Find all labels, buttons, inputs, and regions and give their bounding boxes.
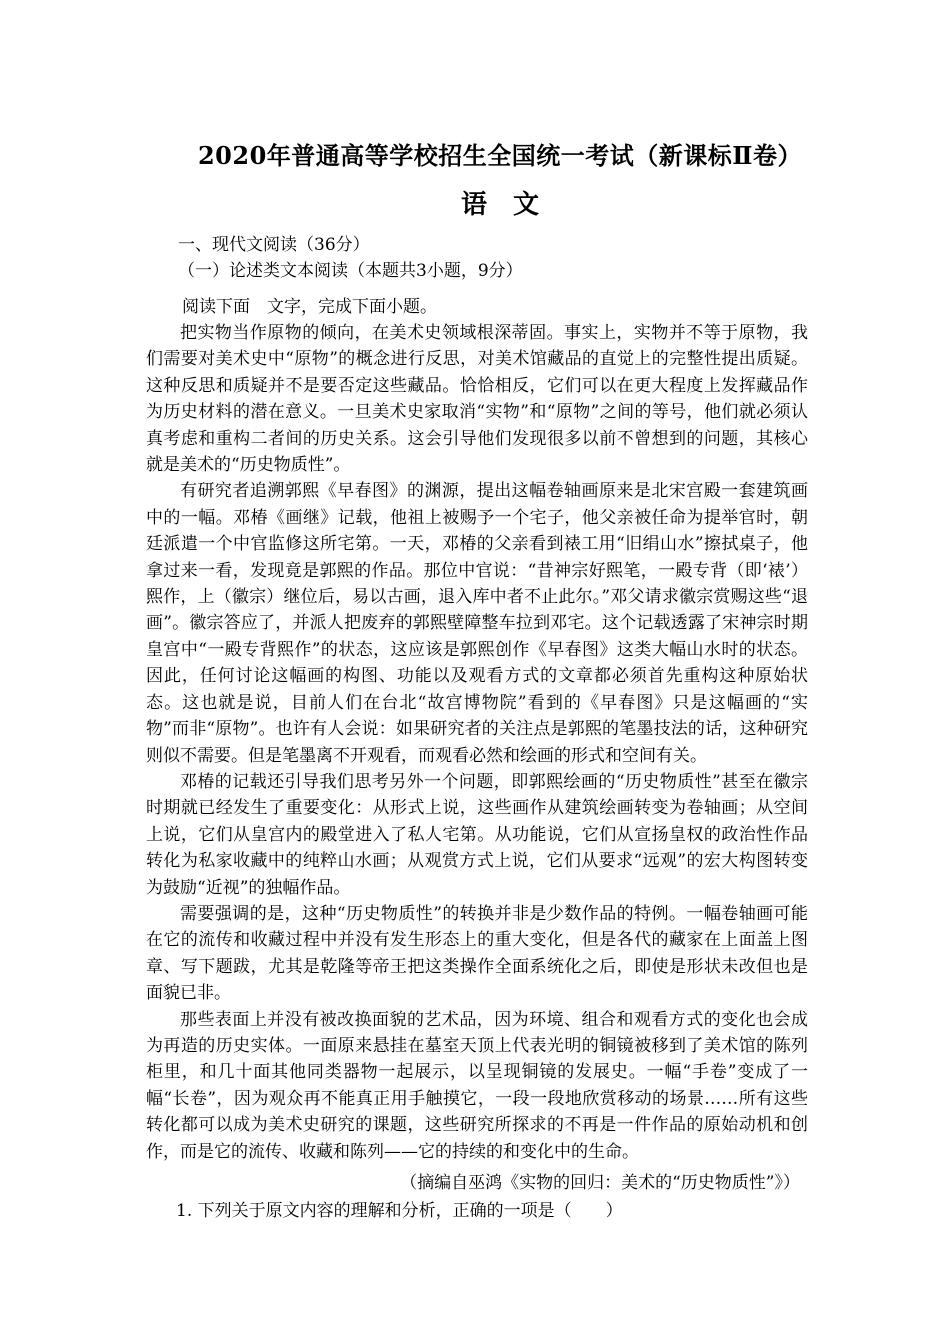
article-body bbox=[146, 320, 808, 1165]
article-paragraph-5: 那些表面上并没有被改换面貌的艺术品，因为环境、组合和观看方式的变化也会成为再造的历史实体。一面原来悬挂在墓室天顶上代表光明的铜镜被移到了美术馆的陈列柜里，和几十面其他同类器物一起展示，以呈现铜镜的发展史。一幅“手卷”变成了一幅“长卷”，因为观众再不能真正用手触摸它，一段一段地欣赏移动的场景……所有这些转化都可以成为美术史研究的课题，这些研究所探求的不再是一件作品的原始动机和创作，而是它的流传、收藏和陈列——它的持续的和变化中的生命。 bbox=[146, 1009, 808, 1162]
article-paragraph-1: 把实物当作原物的倾向，在美术史领域根深蒂固。事实上，实物并不等于原物，我们需要对美术史中“原物”的概念进行反思，对美术馆藏品的直觉上的完整性提出质疑。这种反思和质疑并不是要否定这些藏品。恰恰相反，它们可以在更大程度上发挥藏品作为历史材料的潜在意义。一旦美术史家取消“实物”和“原物”之间的等号，他们就必须认真考虑和重构二者间的历史关系。这会引导他们发现很多以前不曾想到的问题，其核心就是美术的“历史物质性”。 bbox=[146, 323, 808, 476]
reading-instruction: 阅读下面 文字，完成下面小题。 bbox=[182, 297, 437, 317]
article-paragraph-3: 邓椿的记载还引导我们思考另外一个问题，即郭熙绘画的“历史物质性”甚至在徽宗时期就已经发生了重要变化：从形式上说，这些画作从建筑绘画转变为卷轴画；从空间上说，它们从皇宫内的殿堂进入了私人宅第。从功能说，它们从宣扬皇权的政治性作品转化为私家收藏中的纯粹山水画；从观赏方式上说，它们从要求“远观”的宏大构图转变为鼓励“近视”的独幅作品。 bbox=[146, 771, 808, 898]
article-paragraph-2: 有研究者追溯郭熙《早春图》的渊源，提出这幅卷轴画原来是北宋宫殿一套建筑画中的一幅。邓椿《画继》记载，他祖上被赐予一个宅子，他父亲被任命为提举官时，朝廷派遣一个中官监修这所宅第。一天，邓椿的父亲看到裱工用“旧绢山水”擦拭桌子，他拿过来一看，发现竟是郭熙的作品。那位中官说：“昔神宗好熙笔，一殿专背（即‘裱’）熙作，上（徽宗）继位后，易以古画，退入库中者不止此尔。”邓父请求徽宗赏赐这些“退画”。徽宗答应了，并派人把废弃的郭熙壁障整车拉到邓宅。这个记载透露了宋神宗时期皇宫中“一殿专背熙作”的状态，这应该是郭熙创作《早春图》这类大幅山水时的状态。因此，任何讨论这幅画的构图、功能以及观看方式的文章都必须首先重构这种原始状态。这也就是说，目前人们在台北“故宫博物院”看到的《早春图》只是这幅画的“实物”而非“原物”。也许有人会说：如果研究者的关注点是郭熙的笔墨技法的话，这种研究则似不需要。但是笔墨离不开观看，而观看必然和绘画的形式和空间有关。 bbox=[146, 481, 808, 766]
section-heading: 一、现代文阅读（36分） bbox=[178, 235, 370, 255]
article-paragraph-4: 需要强调的是，这种“历史物质性”的转换并非是少数作品的特例。一幅卷轴画可能在它的流传和收藏过程中并没有发生形态上的重大变化，但是各代的藏家在上面盖上图章、写下题跋，尤其是乾隆等帝王把这类操作全面系统化之后，即使是形状未改但也是面貌已非。 bbox=[146, 903, 808, 1004]
article-source: （摘编自巫鸿《实物的回归：美术的“历史物质性”》） bbox=[400, 1173, 800, 1193]
section-subheading: （一）论述类文本阅读（本题共3小题，9分） bbox=[178, 261, 523, 281]
subject-heading: 语文 bbox=[460, 190, 565, 220]
exam-title: 2020年普通高等学校招生全国统一考试（新课标Ⅱ卷） bbox=[197, 141, 803, 170]
question-1: 1. 下列关于原文内容的理解和分析，正确的一项是（ ） bbox=[176, 1201, 623, 1221]
